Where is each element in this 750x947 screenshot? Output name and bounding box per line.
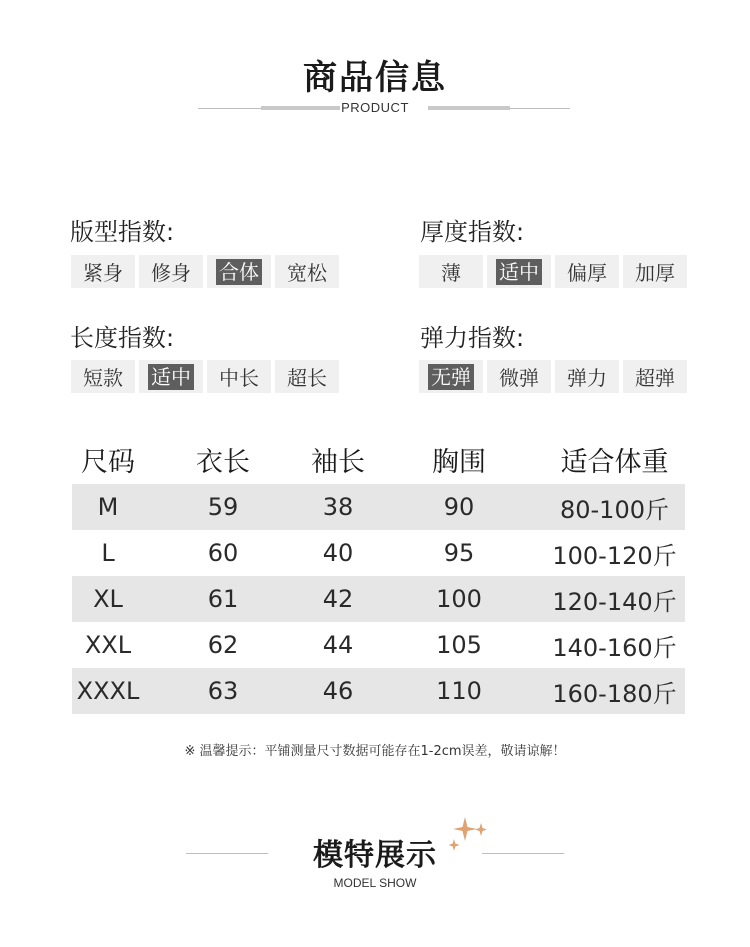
elasticity-option (623, 360, 687, 393)
cell-weight: 140-160斤 (552, 633, 677, 662)
elasticity-option (487, 360, 551, 393)
length-index-options (71, 360, 339, 393)
cell-chest: 90 (443, 493, 475, 521)
divider-line (510, 108, 570, 109)
cell-sleeve: 46 (322, 677, 354, 705)
model-section-title: 模特展示 (313, 838, 437, 873)
length-option (275, 360, 339, 393)
cell-size: M (97, 493, 119, 521)
cell-chest: 110 (436, 677, 482, 705)
cell-size: XXXL (76, 677, 140, 705)
cell-weight: 100-120斤 (552, 541, 677, 570)
cell-length: 60 (207, 539, 239, 567)
fit-option (275, 255, 339, 288)
elasticity-index-options (419, 360, 687, 393)
elasticity-option (555, 360, 619, 393)
elasticity-option-label: 无弹 (428, 364, 474, 390)
fit-option-label: 紧身 (83, 261, 123, 285)
sparkle-icon (445, 815, 491, 855)
thickness-index-options (419, 255, 687, 288)
cell-length: 61 (207, 585, 239, 613)
table-row (72, 576, 685, 622)
measurement-note: ※ 温馨提示：平铺测量尺寸数据可能存在1-2cm误差，敬请谅解！ (184, 744, 566, 759)
fit-option (207, 255, 271, 288)
fit-option (139, 255, 203, 288)
length-index-label: 长度指数: (70, 324, 175, 352)
header-weight: 适合体重 (560, 446, 669, 478)
thickness-index-label: 厚度指数: (420, 218, 525, 246)
fit-index-label: 版型指数: (70, 218, 175, 246)
length-option-label: 中长 (219, 366, 259, 390)
length-option (139, 360, 203, 393)
cell-length: 59 (207, 493, 239, 521)
table-row (72, 668, 685, 714)
table-header-row (72, 434, 685, 484)
length-option (207, 360, 271, 393)
cell-length: 62 (207, 631, 239, 659)
thickness-option (555, 255, 619, 288)
cell-sleeve: 38 (322, 493, 354, 521)
fit-option-label: 修身 (151, 261, 191, 285)
fit-option (71, 255, 135, 288)
cell-chest: 95 (443, 539, 475, 567)
cell-length: 63 (207, 677, 239, 705)
fit-index-options (71, 255, 339, 288)
thickness-option (623, 255, 687, 288)
length-option-label: 超长 (287, 366, 327, 390)
cell-size: L (101, 539, 115, 567)
cell-weight: 80-100斤 (559, 495, 669, 524)
thickness-option-label: 偏厚 (567, 261, 607, 285)
cell-chest: 105 (436, 631, 482, 659)
fit-option-label: 合体 (216, 259, 262, 285)
divider-line (482, 853, 564, 854)
length-option-label: 短款 (83, 366, 123, 390)
cell-weight: 120-140斤 (552, 587, 677, 616)
thickness-option-label: 薄 (441, 261, 461, 285)
elasticity-option-label: 超弹 (635, 366, 675, 390)
header-chest: 胸围 (432, 446, 486, 478)
length-option (71, 360, 135, 393)
divider-bar (428, 106, 510, 110)
cell-sleeve: 40 (322, 539, 354, 567)
cell-sleeve: 44 (322, 631, 354, 659)
section-title: 商品信息 (303, 58, 447, 98)
cell-chest: 100 (436, 585, 482, 613)
cell-sleeve: 42 (322, 585, 354, 613)
size-table (72, 434, 685, 714)
table-row (72, 530, 685, 576)
cell-size: XL (93, 585, 123, 613)
header-sleeve: 袖长 (311, 446, 365, 478)
table-row (72, 622, 685, 668)
elasticity-option (419, 360, 483, 393)
thickness-option (419, 255, 483, 288)
model-section-subtitle: MODEL SHOW (333, 876, 417, 890)
thickness-option (487, 255, 551, 288)
length-option-label: 适中 (148, 364, 194, 390)
header-size: 尺码 (81, 446, 135, 478)
header-length: 衣长 (196, 446, 250, 478)
table-row (72, 484, 685, 530)
elasticity-option-label: 弹力 (567, 366, 607, 390)
thickness-option-label: 加厚 (635, 261, 675, 285)
section-subtitle: PRODUCT (341, 100, 409, 115)
thickness-option-label: 适中 (496, 259, 542, 285)
elasticity-index-label: 弹力指数: (420, 324, 525, 352)
cell-size: XXL (84, 631, 132, 659)
cell-weight: 160-180斤 (552, 679, 677, 708)
fit-option-label: 宽松 (287, 261, 327, 285)
elasticity-option-label: 微弹 (499, 366, 539, 390)
